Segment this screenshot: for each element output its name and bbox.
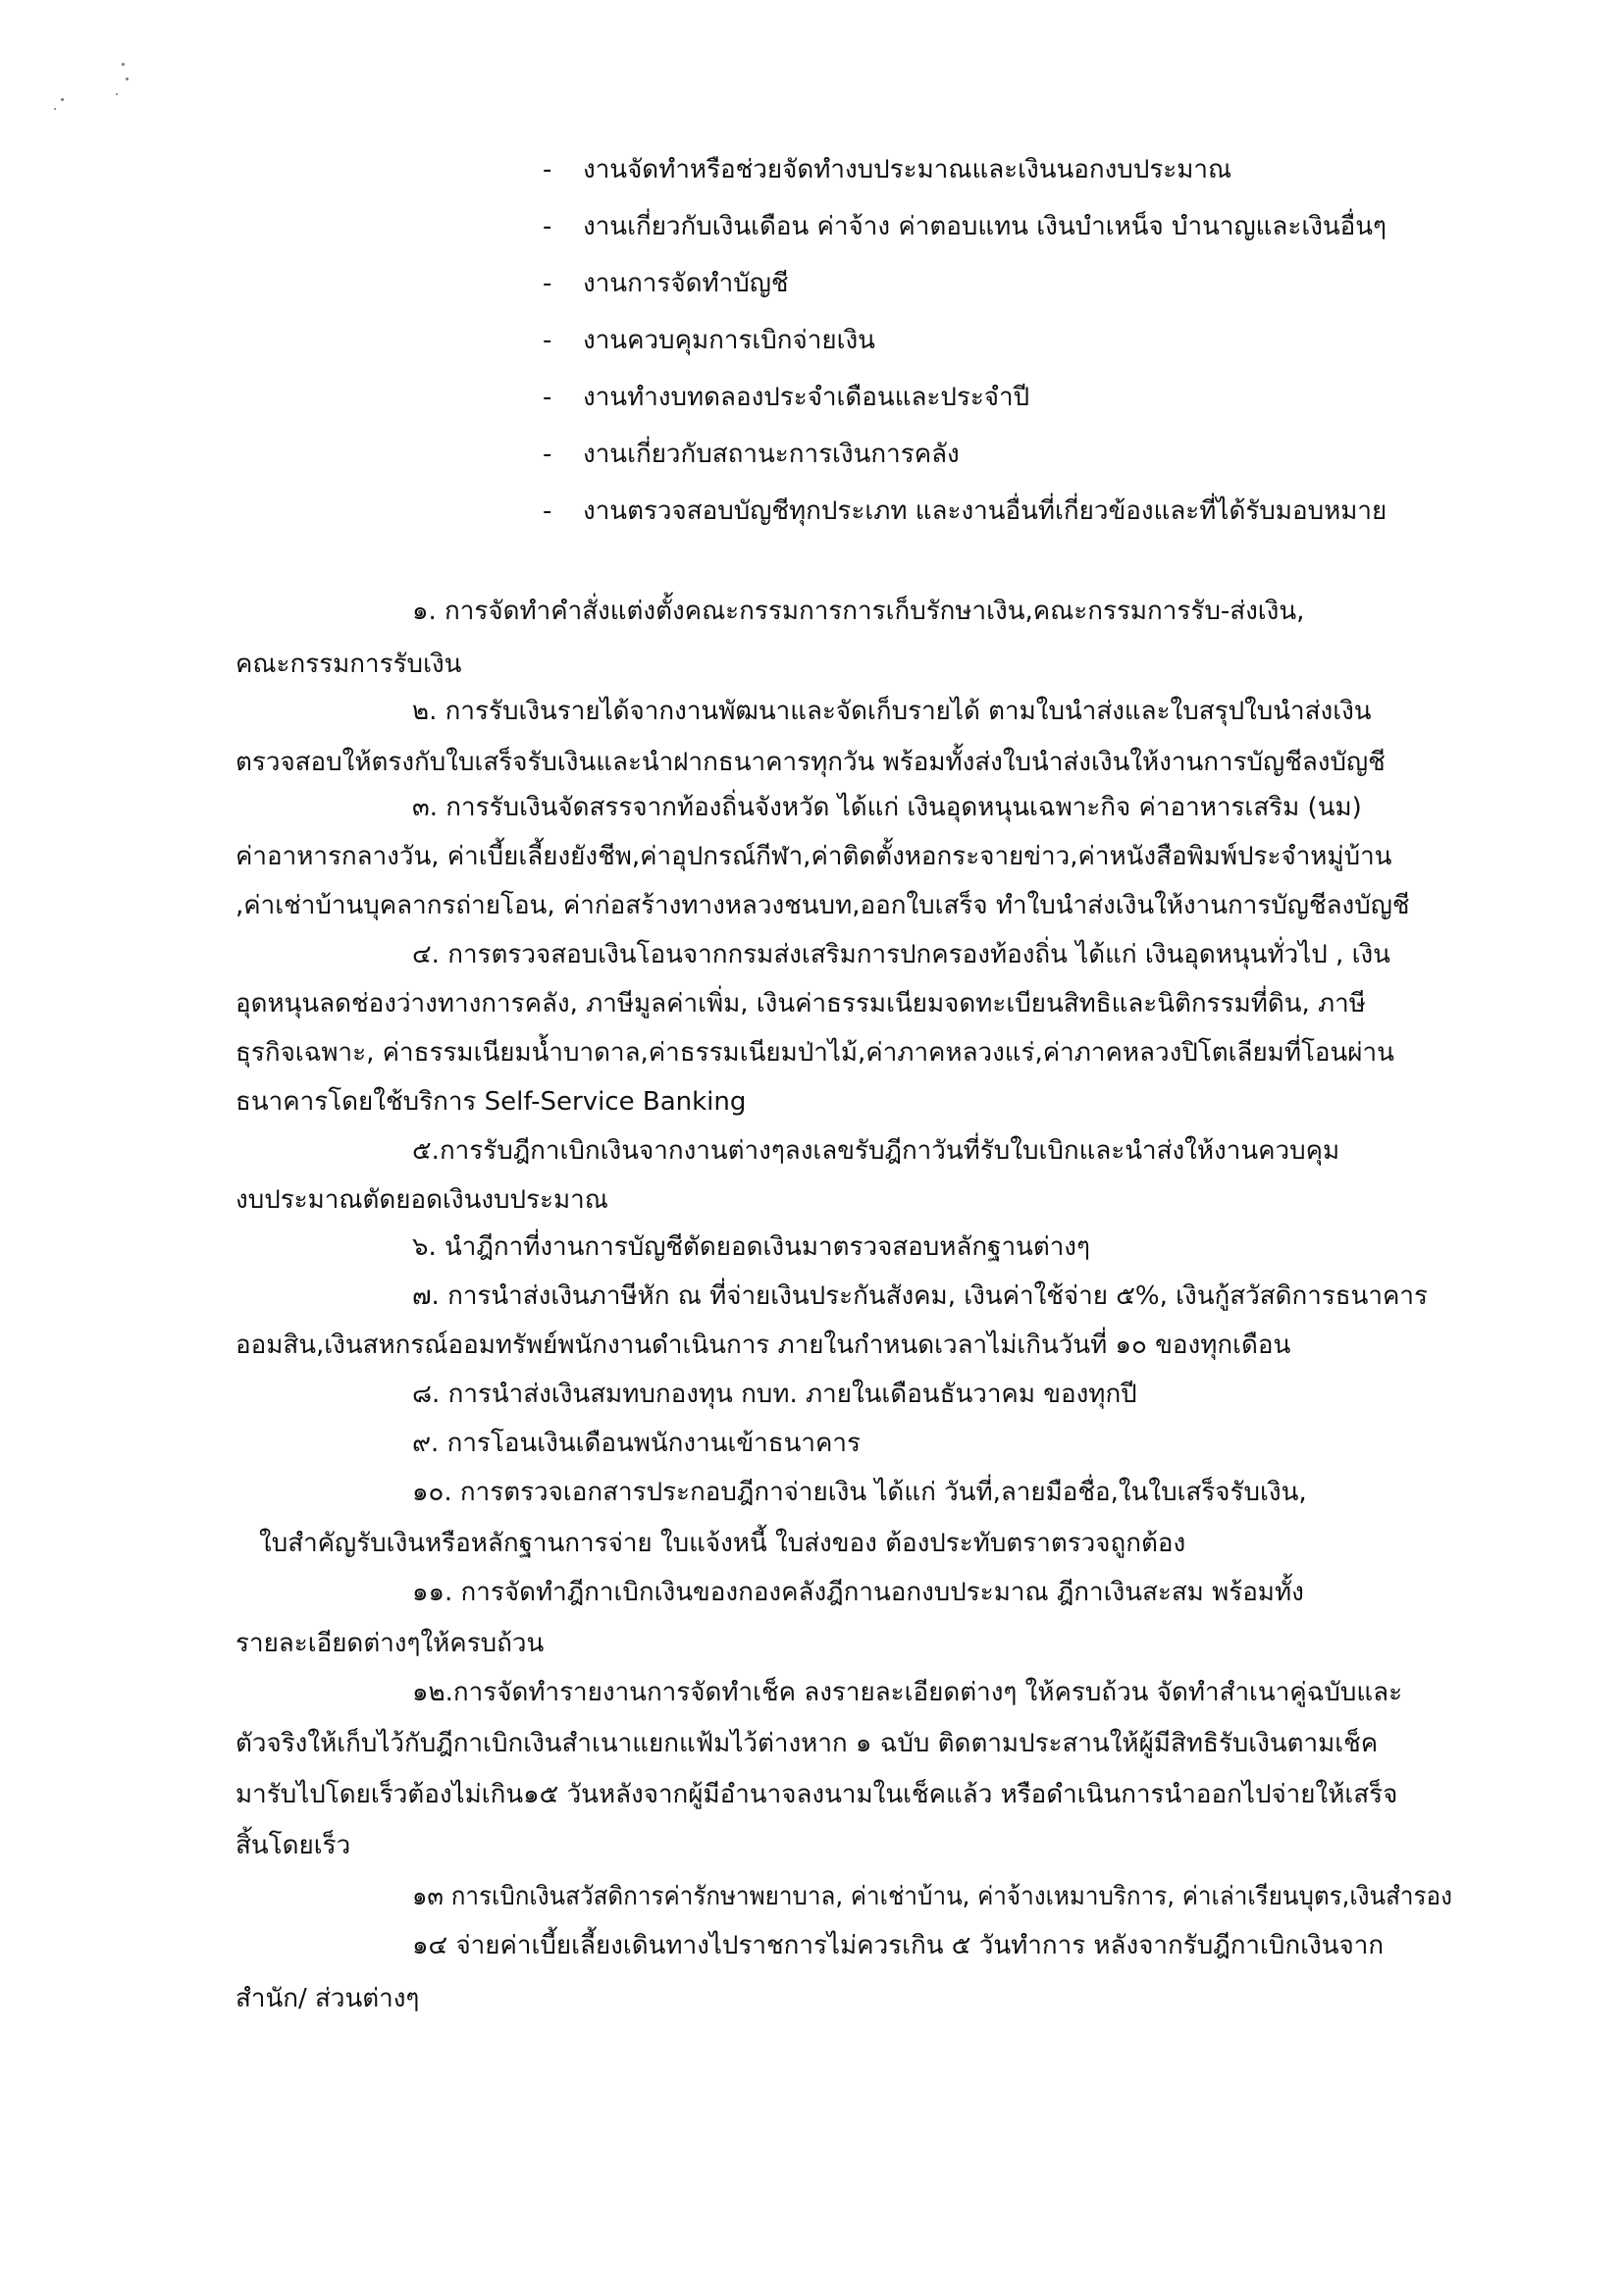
bullet-item-text: งานเกี่ยวกับสถานะการเงินการคลัง	[583, 440, 960, 469]
scan-speck	[122, 63, 125, 66]
bullet-dash: -	[543, 212, 552, 241]
numbered-item-first-line: ๗. การนำส่งเงินภาษีหัก ณ ที่จ่ายเงินประกันสังคม, เงินค่าใช้จ่าย ๕%, เงินกู้สวัสดิการธนาคาร	[412, 1281, 1428, 1311]
numbered-item-continuation-line: ธนาคารโดยใช้บริการ Self-Service Banking	[236, 1087, 747, 1117]
numbered-item-first-line: ๑๑. การจัดทำฎีกาเบิกเงินของกองคลังฎีกานอกงบประมาณ ฎีกาเงินสะสม พร้อมทั้ง	[412, 1578, 1304, 1607]
numbered-item-continuation-line: ใบสำคัญรับเงินหรือหลักฐานการจ่าย ใบแจ้งหนี้ ใบส่งของ ต้องประทับตราตรวจถูกต้อง	[259, 1529, 1186, 1558]
numbered-item-continuation-line: มารับไปโดยเร็วต้องไม่เกิน๑๕ วันหลังจากผู้มีอำนาจลงนามในเช็คแล้ว หรือดำเนินการนำออกไปจ่ายให้เสร็จ	[236, 1780, 1398, 1809]
numbered-item-continuation-line: สำนัก/ ส่วนต่างๆ	[236, 1984, 420, 2013]
numbered-item-continuation-line: รายละเอียดต่างๆให้ครบถ้วน	[236, 1629, 545, 1658]
numbered-item-continuation-line: ธุรกิจเฉพาะ, ค่าธรรมเนียมน้ำบาดาล,ค่าธรรมเนียมป่าไม้,ค่าภาคหลวงแร่,ค่าภาคหลวงปิโตเลียมที่โอนผ่าน	[236, 1038, 1394, 1068]
numbered-item-first-line: ๑๒.การจัดทำรายงานการจัดทำเช็ค ลงรายละเอียดต่างๆ ให้ครบถ้วน จัดทำสำเนาคู่ฉบับและ	[412, 1678, 1403, 1707]
numbered-item-continuation-line: ตัวจริงให้เก็บไว้กับฎีกาเบิกเงินสำเนาแยกแฟ้มไว้ต่างหาก ๑ ฉบับ ติดตามประสานให้ผู้มีสิทธิรับเงินตามเช็ค	[236, 1729, 1379, 1758]
bullet-dash: -	[543, 496, 552, 526]
bullet-dash: -	[543, 326, 552, 355]
numbered-item-first-line: ๘. การนำส่งเงินสมทบกองทุน กบท. ภายในเดือนธันวาคม ของทุกปี	[412, 1380, 1137, 1409]
bullet-dash: -	[543, 155, 552, 184]
numbered-item-first-line: ๖. นำฎีกาที่งานการบัญชีตัดยอดเงินมาตรวจสอบหลักฐานต่างๆ	[412, 1232, 1090, 1262]
numbered-item-first-line: ๕.การรับฎีกาเบิกเงินจากงานต่างๆลงเลขรับฎีกาวันที่รับใบเบิกและนำส่งให้งานควบคุม	[412, 1136, 1340, 1166]
bullet-item-text: งานเกี่ยวกับเงินเดือน ค่าจ้าง ค่าตอบแทน เงินบำเหน็จ บำนาญและเงินอื่นๆ	[583, 212, 1387, 241]
numbered-item-first-line: ๑๔ จ่ายค่าเบี้ยเลี้ยงเดินทางไปราชการไม่ควรเกิน ๕ วันทำการ หลังจากรับฎีกาเบิกเงินจาก	[412, 1931, 1385, 1960]
numbered-item-continuation-line: งบประมาณตัดยอดเงินงบประมาณ	[236, 1185, 608, 1215]
bullet-dash: -	[543, 383, 552, 412]
bullet-item-text: งานทำงบทดลองประจำเดือนและประจำปี	[583, 383, 1030, 412]
numbered-item-continuation-line: สิ้นโดยเร็ว	[236, 1831, 351, 1860]
numbered-item-first-line: ๑. การจัดทำคำสั่งแต่งตั้งคณะกรรมการการเก็บรักษาเงิน,คณะกรรมการรับ-ส่งเงิน,	[412, 597, 1305, 626]
bullet-dash: -	[543, 440, 552, 469]
bullet-item-text: งานควบคุมการเบิกจ่ายเงิน	[583, 326, 875, 355]
numbered-item-continuation-line: คณะกรรมการรับเงิน	[236, 650, 462, 679]
bullet-dash: -	[543, 269, 552, 298]
scan-speck	[54, 108, 56, 110]
numbered-item-first-line: ๑๓ การเบิกเงินสวัสดิการค่ารักษาพยาบาล, ค่าเช่าบ้าน, ค่าจ้างเหมาบริการ, ค่าเล่าเรียนบุตร,เงินสำรอง	[412, 1882, 1452, 1911]
numbered-item-first-line: ๓. การรับเงินจัดสรรจากท้องถิ่นจังหวัด ได้แก่ เงินอุดหนุนเฉพาะกิจ ค่าอาหารเสริม (นม)	[412, 793, 1362, 822]
numbered-item-first-line: ๒. การรับเงินรายได้จากงานพัฒนาและจัดเก็บรายได้ ตามใบนำส่งและใบสรุปใบนำส่งเงิน	[412, 697, 1372, 726]
scan-speck	[61, 98, 64, 101]
numbered-item-first-line: ๙. การโอนเงินเดือนพนักงานเข้าธนาคาร	[412, 1429, 861, 1458]
numbered-item-continuation-line: อุดหนุนลดช่องว่างทางการคลัง, ภาษีมูลค่าเพิ่ม, เงินค่าธรรมเนียมจดทะเบียนสิทธิและนิติกรรมที่ดิน, ภาษี	[236, 989, 1366, 1018]
numbered-item-continuation-line: ค่าอาหารกลางวัน, ค่าเบี้ยเลี้ยงยังชีพ,ค่าอุปกรณ์กีฬา,ค่าติดตั้งหอกระจายข่าว,ค่าหนังสือพิมพ์ประจำหมู่บ้าน	[236, 842, 1392, 871]
scan-speck	[116, 93, 118, 95]
numbered-item-continuation-line: ออมสิน,เงินสหกรณ์ออมทรัพย์พนักงานดำเนินการ ภายในกำหนดเวลาไม่เกินวันที่ ๑๐ ของทุกเดือน	[236, 1331, 1291, 1360]
bullet-item-text: งานจัดทำหรือช่วยจัดทำงบประมาณและเงินนอกงบประมาณ	[583, 155, 1232, 184]
numbered-item-continuation-line: ,ค่าเช่าบ้านบุคลากรถ่ายโอน, ค่าก่อสร้างทางหลวงชนบท,ออกใบเสร็จ ทำใบนำส่งเงินให้งานการบัญชีลงบัญชี	[236, 891, 1410, 920]
numbered-item-first-line: ๔. การตรวจสอบเงินโอนจากกรมส่งเสริมการปกครองท้องถิ่น ได้แก่ เงินอุดหนุนทั่วไป , เงิน	[412, 940, 1390, 969]
scan-speck	[126, 78, 129, 80]
numbered-item-continuation-line: ตรวจสอบให้ตรงกับใบเสร็จรับเงินและนำฝากธนาคารทุกวัน พร้อมทั้งส่งใบนำส่งเงินให้งานการบัญชีลงบัญชี	[236, 748, 1386, 777]
bullet-item-text: งานตรวจสอบบัญชีทุกประเภท และงานอื่นที่เกี่ยวข้องและที่ได้รับมอบหมาย	[583, 496, 1387, 526]
bullet-item-text: งานการจัดทำบัญชี	[583, 269, 789, 298]
numbered-item-first-line: ๑๐. การตรวจเอกสารประกอบฎีกาจ่ายเงิน ได้แก่ วันที่,ลายมือชื่อ,ในใบเสร็จรับเงิน,	[412, 1478, 1307, 1507]
